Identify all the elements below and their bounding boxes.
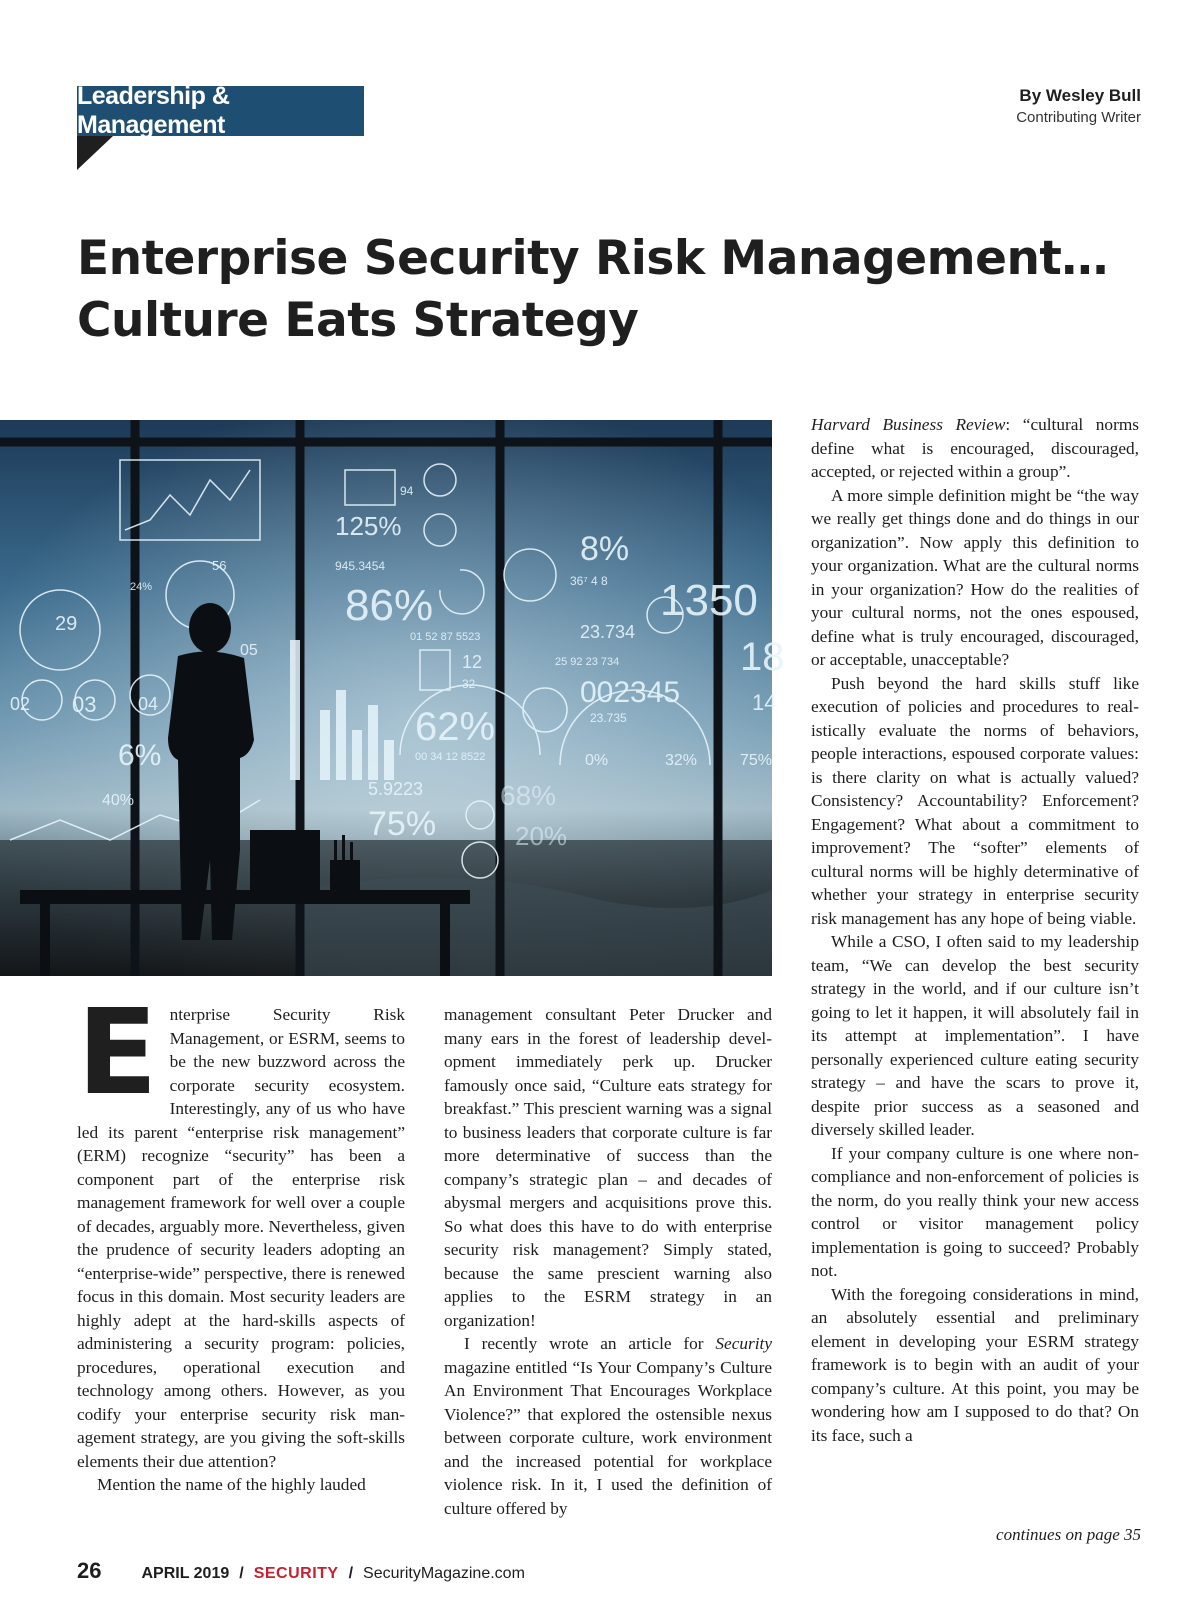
headline	[77, 228, 1157, 352]
overlay-23735: 23.735	[590, 711, 627, 725]
paragraph-text: magazine entitled “Is Your Company’s Culture An Environment That Encourages Workplace Violence?” that explored the ostensible nexus between corporate culture, work environment and the increased potential for workplace violence risk. In it, I used the definition of culture offered by	[444, 1357, 772, 1518]
author-name: By Wesley Bull	[1019, 86, 1141, 105]
photo-illustration	[0, 420, 785, 976]
overlay-1350: 1350	[660, 576, 758, 625]
overlay-20: 20%	[515, 821, 568, 851]
paragraph-text: : “cultural norms define what is encouraged, discouraged, accepted, or rejected within a group”.	[811, 415, 1139, 481]
overlay-56: 56	[212, 558, 227, 573]
overlay-125: 125%	[335, 511, 402, 541]
overlay-02: 02	[10, 694, 31, 714]
website-link[interactable]: SecurityMagazine.com	[363, 1565, 525, 1582]
paragraph: With the foregoing considerations in mind, an absolutely essential and preliminary element in developing your ESRM strategy framework is to begin with an audit of your company’s culture. At this point, you may be wondering how am I supposed to do that? On its face, such a	[811, 1284, 1139, 1445]
overlay-0152: 01 52 87 5523	[410, 631, 481, 643]
overlay-14: 14	[752, 690, 777, 715]
overlay-8: 8%	[580, 530, 630, 568]
overlay-945: 945.3454	[335, 559, 386, 573]
paragraph: Push beyond the hard skills stuff like execution of policies and procedures to realistically evaluate the norms of behaviors, people interactions, espoused corporate values: is there clarity on what is actually valued? Consistency? Accountability? Enforcement? Engagement? What about a commitment to improvement? The “softer” elements of cultural norms will be highly determinative of whether your strategy in enterprise security risk management has any hope of being viable.	[811, 673, 1139, 928]
paragraph: nterprise Security Risk Management, or ESRM, seems to be the new buzzword across the corporate security ecosystem. Interestingly, any of us who have led its parent “enterprise risk management” (ERM) recognize “security” has been a component part of the enterprise risk management framework for well over a couple of decades, arguably more. Nevertheless, given the prudence of security leaders adopting an “enterprise-wide” perspective, there is renewed focus in this domain. Most security leaders are highly adept at the hard-skills aspects of administering a security program: policies, procedures, operational execution and technology among others. However, as you codify your enterprise security risk management strategy, are you giving the soft-skills elements their due attention?	[77, 1005, 405, 1471]
overlay-29: 29	[55, 613, 78, 635]
overlay-04: 04	[138, 694, 159, 714]
article-column-1	[77, 983, 405, 1497]
page-number: 26	[77, 1558, 102, 1583]
overlay-367: 36⁷ 4 8	[570, 574, 608, 588]
section-tag	[77, 82, 364, 139]
overlay-62: 62%	[415, 705, 496, 749]
overlay-0p: 0%	[585, 752, 609, 769]
paragraph: While a CSO, I often said to my leadership team, “We can develop the best security strategy in the world, and if our culture isn’t going to let it happen, it will absolutely fail in its attempt at implementation”. I have personally experienced culture eating security strategy – and have the scars to prove it, despite prior success as a seasoned and diversely skilled leader.	[811, 932, 1139, 1139]
footer-separator: /	[348, 1565, 354, 1582]
overlay-94: 94	[400, 484, 414, 498]
overlay-2592: 25 92 23 734	[555, 656, 620, 668]
paragraph: management consultant Peter Drucker and many ears in the forest of leadership development immediately perk up. Drucker famously once said, “Culture eats strategy for breakfast.” This prescient warning was a signal to business leaders that corporate culture is far more determinative of success than the company’s strategic plan – and decades of abysmal mergers and acquisitions prove this. So what does this have to do with enterprise security risk management? Simply stated, because the same prescient warning also applies to the ESRM strategy in an organization!	[444, 1005, 772, 1330]
magazine-name: Security	[715, 1334, 773, 1353]
overlay-18: 18	[740, 635, 785, 679]
overlay-32p: 32%	[665, 752, 698, 769]
overlay-23734: 23.734	[580, 622, 636, 642]
paragraph: A more simple definition might be “the way we really get things done and do things in our organization”. Now apply this definition to your organization. What are the cultural norms in your organization? How do the realities of your cultural norms, not the ones espoused, define what is truly encouraged, discouraged, or acceptable, unacceptable?	[811, 485, 1139, 669]
paragraph	[811, 413, 1139, 484]
section-tag-label: Leadership & Management	[77, 82, 230, 139]
paragraph	[444, 1332, 772, 1520]
overlay-75p: 75%	[740, 752, 773, 769]
overlay-32: 32	[462, 677, 476, 691]
overlay-68: 68%	[500, 780, 557, 811]
byline	[1016, 86, 1141, 126]
overlay-6: 6%	[118, 739, 162, 772]
paragraph: If your company culture is one where non-compliance and non-enforcement of policies is the norm, do you really think your new access control or visitor management policy implementation is going to succeed? Probably not.	[811, 1143, 1139, 1280]
headline-line-2: Culture Eats Strategy	[77, 293, 639, 348]
overlay-03: 03	[72, 692, 97, 717]
overlay-0034: 00 34 12 8522	[415, 751, 486, 763]
overlay-59223: 5.9223	[368, 779, 424, 799]
paragraph: Mention the name of the highly lauded	[97, 1475, 366, 1494]
section-tag-pointer	[77, 136, 113, 170]
overlay-05: 05	[240, 642, 258, 659]
overlay-86: 86%	[345, 581, 434, 630]
continues-note: continues on page 35	[996, 1525, 1141, 1544]
overlay-24: 24%	[130, 581, 153, 593]
author-role: Contributing Writer	[1016, 109, 1141, 126]
drop-cap: E	[77, 983, 158, 1121]
overlay-002345: 002345	[580, 676, 681, 709]
article-photo	[0, 420, 785, 976]
publication-name: Harvard Business Review	[811, 415, 1006, 434]
footer-separator: /	[239, 1565, 244, 1582]
headline-line-1: Enterprise Security Risk Management…	[77, 231, 1108, 286]
magazine-brand: SECURITY	[253, 1565, 339, 1582]
paragraph-text: I recently wrote an article for	[464, 1334, 704, 1353]
overlay-40: 40%	[102, 792, 135, 809]
overlay-75: 75%	[368, 805, 437, 843]
article-column-3	[811, 413, 1139, 1447]
issue-date: APRIL 2019	[141, 1565, 230, 1582]
article-column-2	[444, 1003, 772, 1520]
page-footer	[77, 1558, 525, 1584]
overlay-12: 12	[462, 652, 483, 672]
